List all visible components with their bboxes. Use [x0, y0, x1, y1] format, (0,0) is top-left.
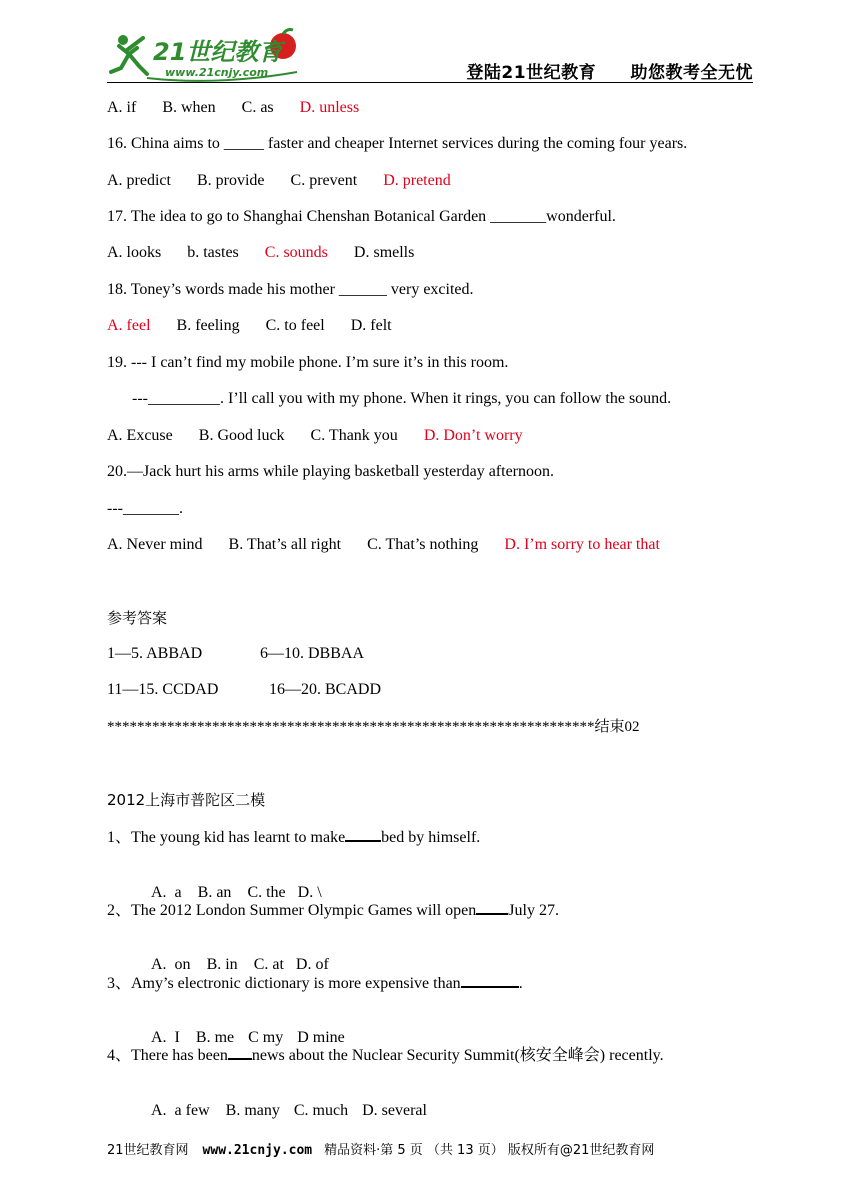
s2-q2-option-c: C. at [253, 956, 284, 973]
q20-option-b: B. That’s all right [228, 536, 342, 553]
q19-reply: ---_________. I’ll call you with my phone. When it rings, you can follow the sound. [132, 390, 672, 407]
answers-1-5: 1—5. ABBAD [107, 645, 203, 662]
s2-q1-option-a: A. a [151, 884, 182, 901]
q20-option-c: C. That’s nothing [367, 536, 479, 553]
q16-option-a: A. predict [107, 172, 171, 189]
q20-option-a: A. Never mind [107, 536, 203, 553]
s2-q4-stem [107, 1044, 664, 1066]
answers-6-10: 6—10. DBBAA [260, 645, 365, 662]
q16-option-d: D. pretend [383, 172, 451, 189]
q17-options [107, 243, 436, 263]
s2-q1-blank [345, 826, 381, 842]
logo-url-text: www.21cnjy.com [165, 66, 269, 79]
s2-q1-stem [107, 826, 480, 848]
answers-title: 参考答案 [107, 609, 168, 627]
q15-options [107, 98, 381, 118]
answers-row-1 [107, 644, 364, 664]
q19-options [107, 426, 545, 446]
s2-q3-option-a: A. I [151, 1029, 180, 1046]
s2-q1-option-d: D. \ [297, 884, 322, 901]
answers-11-15: 11—15. CCDAD [107, 681, 219, 698]
s2-q3-stem-pre: 3、Amy’s electronic dictionary is more expensive than [107, 975, 461, 992]
footer-left: 21世纪教育网 [107, 1143, 189, 1158]
q15-option-c: C. as [241, 99, 274, 116]
s2-q1-stem-post: bed by himself. [381, 829, 481, 846]
s2-q3-option-d: D mine [297, 1029, 345, 1046]
q15-option-a: A. if [107, 99, 137, 116]
s2-q3-blank [461, 972, 519, 988]
q18-option-c: C. to feel [265, 317, 325, 334]
q16-options [107, 171, 473, 191]
s2-q2-stem-pre: 2、The 2012 London Summer Olympic Games will open [107, 902, 477, 919]
q20-options [107, 535, 682, 555]
q17-option-b: b. tastes [187, 244, 239, 261]
s2-q1-stem-pre: 1、The young kid has learnt to make [107, 829, 346, 846]
s2-q1-option-b: B. an [197, 884, 232, 901]
q20-reply: ---_______. [107, 500, 183, 517]
s2-q2-option-b: B. in [206, 956, 238, 973]
q19-option-c: C. Thank you [310, 427, 398, 444]
q17-option-d: D. smells [353, 244, 415, 261]
q18-option-d: D. felt [350, 317, 392, 334]
answers-row-2 [107, 680, 381, 700]
s2-q3-stem-post: . [518, 975, 523, 992]
q17-stem: 17. The idea to go to Shanghai Chenshan Botanical Garden _______wonderful. [107, 208, 616, 225]
s2-q3-stem [107, 972, 523, 994]
end-marker: *****************************************************************结束02 [107, 719, 640, 735]
site-logo [107, 28, 307, 82]
footer-site: www.21cnjy.com [202, 1143, 313, 1158]
footer-right: 精品资料·第 5 页 （共 13 页） 版权所有@21世纪教育网 [324, 1143, 655, 1158]
q18-option-a: A. feel [107, 317, 151, 334]
q19-option-a: A. Excuse [107, 427, 173, 444]
q20-option-d: D. I’m sorry to hear that [504, 536, 660, 553]
header-slogan-2: 助您教考全无忧 [630, 63, 753, 83]
q20-stem: 20.—Jack hurt his arms while playing basketball yesterday afternoon. [107, 463, 554, 480]
logo-text: 21世纪教育 [153, 38, 283, 66]
s2-q4-stem-pre: 4、There has been [107, 1047, 228, 1064]
q19-option-d: D. Don’t worry [423, 427, 523, 444]
q16-stem: 16. China aims to _____ faster and cheaper Internet services during the coming four years. [107, 135, 688, 152]
s2-q4-option-d: D. several [362, 1102, 427, 1119]
page-header [107, 28, 753, 84]
s2-q3-option-b: B. me [195, 1029, 235, 1046]
s2-q4-option-a: A. a few [151, 1102, 210, 1119]
q16-option-c: C. prevent [290, 172, 358, 189]
header-divider [107, 82, 753, 83]
q19-stem: 19. --- I can’t find my mobile phone. I’m sure it’s in this room. [107, 354, 509, 371]
s2-q2-stem [107, 899, 559, 921]
answers-16-20: 16—20. BCADD [269, 681, 382, 698]
s2-q4-blank [228, 1044, 252, 1060]
q17-option-c: C. sounds [264, 244, 328, 261]
q18-options [107, 316, 414, 336]
q18-stem: 18. Toney’s words made his mother ______ very excited. [107, 281, 474, 298]
q15-option-b: B. when [162, 99, 216, 116]
s2-q2-option-a: A. on [151, 956, 191, 973]
s2-q4-stem-post: news about the Nuclear Security Summit(核安全峰会) recently. [251, 1047, 664, 1064]
q16-option-b: B. provide [196, 172, 265, 189]
q17-option-a: A. looks [107, 244, 162, 261]
s2-q4-option-b: B. many [225, 1102, 280, 1119]
q18-option-b: B. feeling [176, 317, 240, 334]
page-footer [107, 1139, 654, 1158]
s2-q4-option-c: C. much [293, 1102, 349, 1119]
s2-q2-blank [476, 899, 508, 915]
s2-q3-option-c: C my [248, 1029, 284, 1046]
header-slogan [438, 58, 753, 83]
q15-option-d: D. unless [299, 99, 360, 116]
s2-q4-options [135, 1081, 449, 1141]
header-slogan-1: 登陆21世纪教育 [466, 63, 597, 83]
s2-q2-option-d: D. of [295, 956, 329, 973]
section2-title: 2012上海市普陀区二模 [107, 791, 266, 809]
q19-option-b: B. Good luck [198, 427, 285, 444]
s2-q2-stem-post: July 27. [508, 902, 559, 919]
s2-q1-option-c: C. the [247, 884, 286, 901]
